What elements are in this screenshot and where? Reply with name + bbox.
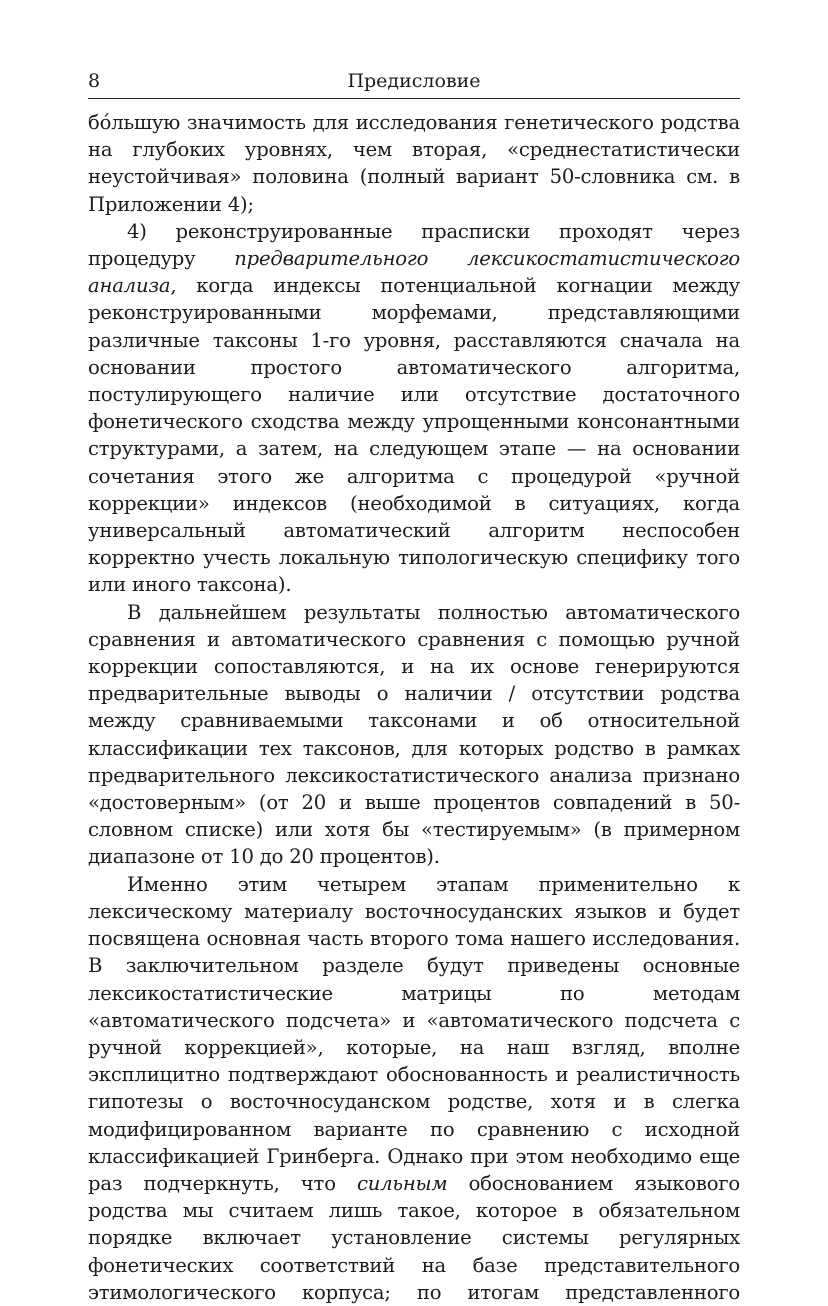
body-text — [88, 109, 740, 1306]
text-segment: обоснованием языкового родства мы считаем лишь такое, которое в обязательном порядке включает установление системы регулярных фонетических соответствий на базе представительного этимологического корпуса; по итогам представленного — [88, 1171, 740, 1304]
italic-term: сильным — [356, 1171, 448, 1195]
paragraph-results — [88, 599, 740, 871]
text-segment: В дальнейшем результаты полностью автоматического сравнения и автоматического сравнения с помощью ручной коррекции сопоставляются, и на их основе генерируются предварительные выводы о наличии / отсутствии родства между сравниваемыми таксонами и об относительной классификации тех таксонов, для которых родство в рамках предварительного лексикостатистического анализа признано «достоверным» (от 20 и выше процентов совпадений в 50-словном списке) или хотя бы «тестируемым» (в примерном диапазоне от 10 до 20 процентов). — [88, 600, 740, 869]
paragraph-step-4 — [88, 218, 740, 599]
book-page — [88, 60, 740, 1306]
italic-term: предварительного лексикостатистического анализа — [88, 247, 740, 298]
paragraph-four-stages — [88, 871, 740, 1306]
text-segment: бóльшую значимость для исследования генетического родства на глубоких уровнях, чем вторая, «среднестатистически неустойчивая» половина (полный вариант 50-словника см. в Приложении 4); — [88, 111, 740, 216]
running-title: Предисловие — [347, 70, 481, 92]
text-segment: 4) реконструированные праспиcки проходят через процедуру — [88, 219, 740, 271]
text-segment: Именно этим четырем этапам применительно к лексическому материалу восточносуданских языков и будет посвящена основная часть второго тома нашего исследования. В заключительном разделе будут приведены основные лексикостатистические матрицы по методам «автоматического подсчета» и «автоматического подсчета с ручной коррекцией», которые, на наш взгляд, вполне эксплицитно подтверждают обоснованность и реалистичность гипотезы о восточносуданском родстве, хотя и в слегка модифицированном варианте по сравнению с исходной классификацией Гринберга. Однако при этом необходимо еще раз подчеркнуть, что — [88, 872, 740, 1195]
text-segment: , когда индексы потенциальной когнации между реконструированными морфемами, представляющими различные таксоны 1-го уровня, расставляются сначала на основании простого автоматического алгоритма, постулирующего наличие или отсутствие достаточного фонетического сходства между упрощенными консонантными структурами, а затем, на следующем этапе — на основании сочетания этого же алгоритма с процедурой «ручной коррекции» индексов (необходимой в ситуациях, когда универсальный автоматический алгоритм неспособен корректно учесть локальную типологическую специфику того или иного таксона). — [88, 274, 740, 597]
page-number: 8 — [88, 70, 101, 92]
running-header — [88, 60, 740, 99]
paragraph-continuation — [88, 109, 740, 218]
